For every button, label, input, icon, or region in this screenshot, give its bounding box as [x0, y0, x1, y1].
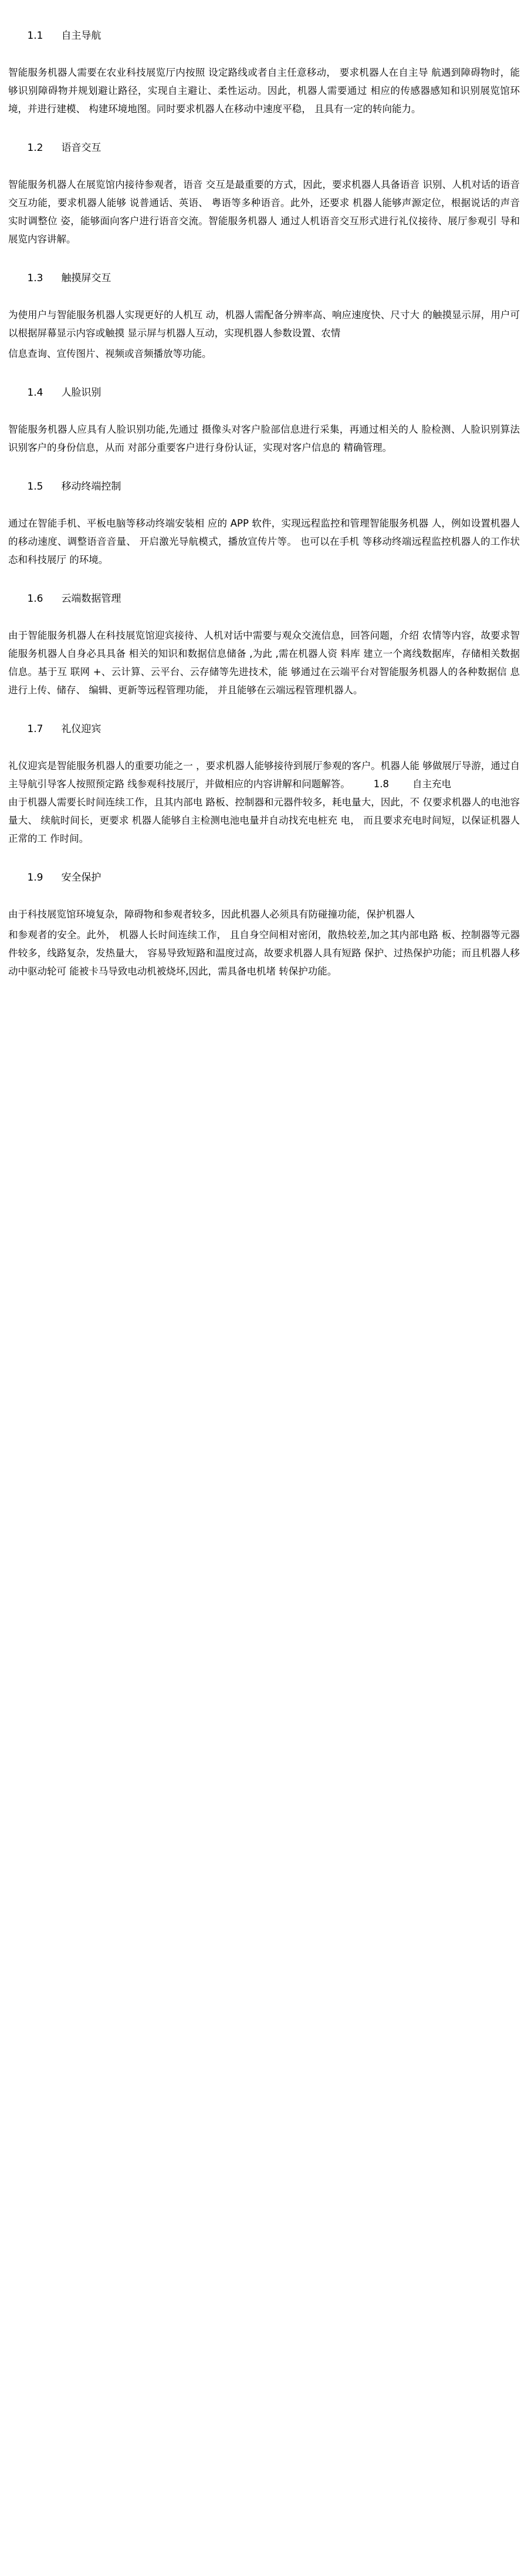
section-paragraph: 智能服务机器人需要在农业科技展览厅内按照 设定路线或者自主任意移动， 要求机器人在自主导 航遇到障碍物时，能够识别障碍物并规划避让路径，实现自主避让、柔性运动。因此，机器人需要通过 相应的传感器感知和识别展览馆环境，并进行建模、 构建环境地图。同时要求机器人在移动中速度平稳， 且具有一定的转向能力。: [8, 67, 520, 114]
section-heading: [8, 122, 520, 174]
section-1-1: [8, 9, 520, 118]
section-1-6: [8, 572, 520, 699]
section-title: 安全保护: [61, 872, 101, 884]
section-heading: [8, 9, 520, 62]
section-1-3: [8, 252, 520, 363]
section-number: 1.7: [27, 723, 43, 735]
section-1-4: [8, 366, 520, 457]
section-number: 1.5: [27, 481, 43, 493]
section-1-9: [8, 851, 520, 980]
section-title: 礼仪迎宾: [61, 723, 101, 735]
section-1-5: [8, 460, 520, 569]
section-paragraph: 信息查询、宣传图片、视频或音频播放等功能。: [8, 348, 212, 359]
section-number: 1.2: [27, 142, 43, 154]
section-number: 1.9: [27, 872, 43, 884]
section-1-8: [8, 793, 520, 848]
inline-section-title: 自主充电: [412, 778, 451, 790]
section-title: 自主导航: [61, 30, 101, 42]
section-1-2: [8, 122, 520, 248]
section-heading: [8, 252, 520, 305]
section-number: 1.4: [27, 387, 43, 399]
section-heading: [8, 572, 520, 625]
paragraph-text: 礼仪迎宾是智能服务机器人的重要功能之一 ，要求机器人能够接待到展厅参观的客户。机器人能 够做展厅导游，通过自主导航引导客人按照预定路 线参观科技展厅，并做相应的内容讲解和问题解答。: [8, 760, 520, 790]
section-number: 1.6: [27, 593, 43, 605]
section-heading: [8, 366, 520, 419]
section-paragraph: 为使用户与智能服务机器人实现更好的人机互 动，机器人需配备分辨率高、响应速度快、尺寸大 的触摸显示屏，用户可以根据屏幕显示内容或触摸 显示屏与机器人互动，实现机器人参数设置、农情: [8, 309, 520, 339]
section-paragraph: [8, 757, 520, 793]
section-number: 1.1: [27, 30, 43, 42]
section-paragraph: 和参观者的安全。此外， 机器人长时间连续工作， 且自身空间相对密闭，散热较差,加之其内部电路 板、控制器等元器件较多，线路复杂，发热量大， 容易导致短路和温度过高，故要求机器人具有短路 保护、过热保护功能；而且机器人移动中驱动轮可 能被卡马导致电动机被烧坏,因此，需具备电机堵 转保护功能。: [8, 929, 520, 977]
section-title: 语音交互: [61, 142, 101, 154]
section-paragraph: 通过在智能手机、平板电脑等移动终端安装相 应的 APP 软件，实现远程监控和管理智能服务机器 人，例如设置机器人的移动速度、调整语音音量、 开启激光导航模式，播放宣传片等。 也可以在手机 等移动终端远程监控机器人的工作状态和科技展厅 的环境。: [8, 518, 520, 565]
section-number: 1.3: [27, 272, 43, 284]
inline-section-number: 1.8: [373, 778, 389, 790]
section-1-7: [8, 703, 520, 793]
section-paragraph: 智能服务机器人在展览馆内接待参观者，语音 交互是最重要的方式，因此，要求机器人具备语音 识别、人机对话的语音交互功能，要求机器人能够 说普通话、英语、 粤语等多种语音。此外，还要求 机器人能够声源定位，根据说话的声音实时调整位 姿，能够面向客户进行语音交流。智能服务机器人 通过人机语音交互形式进行礼仪接待、展厅参观引 导和展览内容讲解。: [8, 179, 520, 245]
section-title: 人脸识别: [61, 387, 101, 399]
document-page: [0, 0, 528, 992]
section-title: 触摸屏交互: [61, 272, 111, 284]
section-heading: [8, 703, 520, 756]
section-title: 云端数据管理: [61, 593, 121, 605]
section-heading: [8, 851, 520, 904]
section-paragraph: 由于机器人需要长时间连续工作，且其内部电 路板、控制器和元器件较多，耗电量大，因此，不 仅要求机器人的电池容量大、 续航时间长，更要求 机器人能够自主检测电池电量并自动找充电桩充 电， 而且要求充电时间短，以保证机器人正常的工 作时间。: [8, 797, 520, 844]
section-title: 移动终端控制: [61, 481, 121, 493]
section-heading: [8, 460, 520, 513]
section-paragraph: 由于智能服务机器人在科技展览馆迎宾接待、人机对话中需要与观众交流信息，回答问题，介绍 农情等内容，故要求智能服务机器人自身必具具备 相关的知识和数据信息储备 ,为此 ,需在机器人资 料库 建立一个离线数据库，存储相关数据信息。基于互 联网 +、云计算、云平台、云存储等先进技术，能 够通过在云端平台对智能服务机器人的各种数据信 息进行上传、储存、 编辑、更新等远程管理功能， 并且能够在云端远程管理机器人。: [8, 630, 520, 696]
section-paragraph: 智能服务机器人应具有人脸识别功能,先通过 摄像头对客户脸部信息进行采集，再通过相关的人 脸检测、人脸识别算法识别客户的身份信息，从而 对部分重要客户进行身份认证，实现对客户信息的 精确管理。: [8, 424, 520, 453]
section-paragraph: 由于科技展览馆环境复杂，障碍物和参观者较多，因此机器人必须具有防碰撞功能，保护机器人: [8, 909, 415, 920]
